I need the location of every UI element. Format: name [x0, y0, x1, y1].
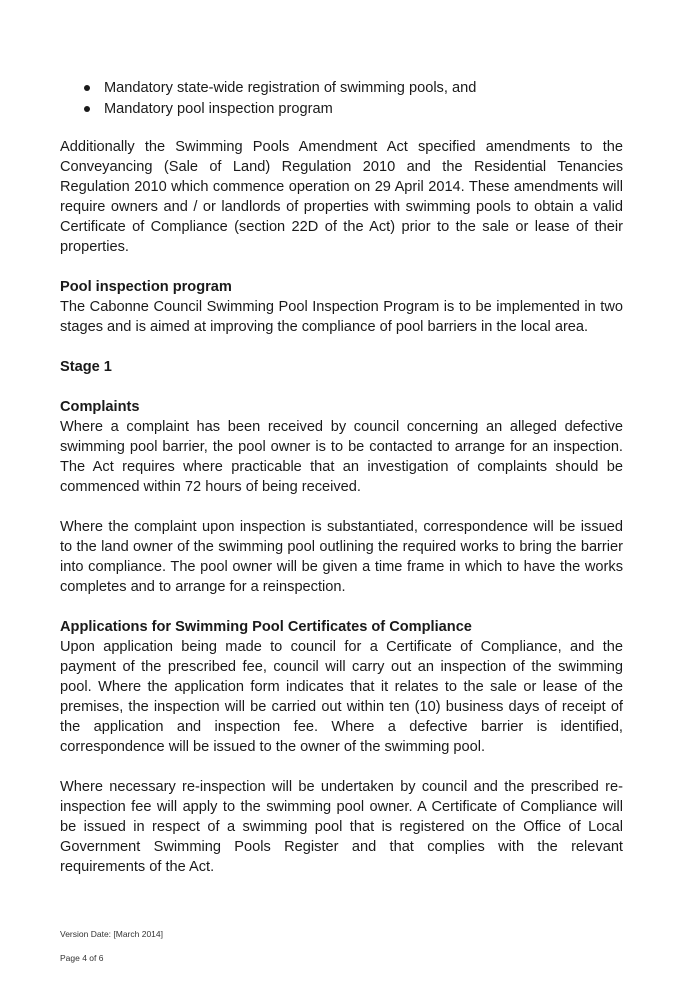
- document-body: [60, 78, 623, 877]
- bullet-icon: [84, 106, 90, 112]
- footer-page-number: Page 4 of 6: [60, 953, 104, 963]
- list-item-text: Mandatory state-wide registration of swimming pools, and: [104, 80, 477, 96]
- applications-heading: Applications for Swimming Pool Certificates of Compliance: [60, 619, 472, 635]
- pool-inspection-paragraph: The Cabonne Council Swimming Pool Inspection Program is to be implemented in two stages and is aimed at improving the compliance of pool barriers in the local area.: [60, 299, 623, 335]
- list-item: [60, 78, 623, 98]
- list-item: [60, 99, 623, 119]
- applications-paragraph-1: Upon application being made to council for a Certificate of Compliance, and the payment of the prescribed fee, council will carry out an inspection of the swimming pool. Where the application form indicates that it relates to the sale or lease of the premises, the inspection will be carried out within ten (10) business days of receipt of the application and inspection fee. Where a defective barrier is identified, correspondence will be issued to the owner of the swimming pool.: [60, 639, 623, 755]
- footer-version-date: Version Date: [March 2014]: [60, 929, 164, 939]
- complaints-paragraph-1: Where a complaint has been received by council concerning an alleged defective swimming pool barrier, the pool owner is to be contacted to arrange for an inspection. The Act requires where practicable that an investigation of complaints should be commenced within 72 hours of being received.: [60, 419, 623, 495]
- bullet-icon: [84, 85, 90, 91]
- stage-1-heading: Stage 1: [60, 359, 112, 375]
- applications-paragraph-2: Where necessary re-inspection will be undertaken by council and the prescribed re-inspection fee will apply to the swimming pool owner. A Certificate of Compliance will be issued in respect of a swimming pool that is registered on the Office of Local Government Swimming Pools Register and that complies with the relevant requirements of the Act.: [60, 779, 623, 875]
- complaints-paragraph-2: Where the complaint upon inspection is substantiated, correspondence will be issued to the land owner of the swimming pool outlining the required works to bring the barrier into compliance. The pool owner will be given a time frame in which to have the works completes and to arrange for a reinspection.: [60, 519, 623, 595]
- requirements-list: [60, 78, 623, 119]
- complaints-heading: Complaints: [60, 399, 140, 415]
- list-item-text: Mandatory pool inspection program: [104, 101, 333, 117]
- intro-paragraph: Additionally the Swimming Pools Amendment Act specified amendments to the Conveyancing (Sale of Land) Regulation 2010 and the Residential Tenancies Regulation 2010 which commence operation on 29 April 2014. These amendments will require owners and / or landlords of properties with swimming pools to obtain a valid Certificate of Compliance (section 22D of the Act) prior to the sale or lease of their properties.: [60, 139, 623, 255]
- pool-inspection-heading: Pool inspection program: [60, 279, 232, 295]
